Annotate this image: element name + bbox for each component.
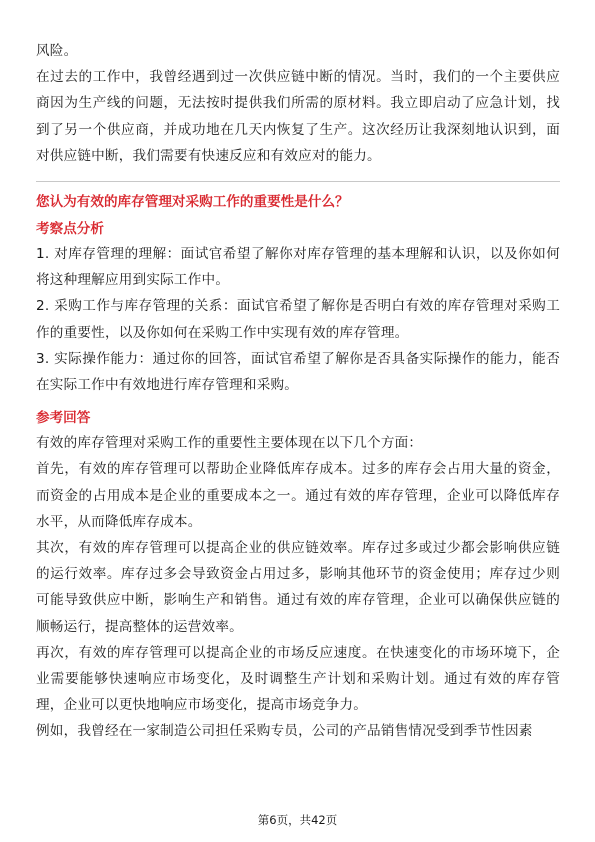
- answer-paragraph-2: 首先，有效的库存管理可以帮助企业降低库存成本。过多的库存会占用大量的资金，而资金的占用成本是企业的重要成本之一。通过有效的库存管理，企业可以降低库存水平，从而降低库存成本。: [36, 461, 560, 530]
- question-heading: 您认为有效的库存管理对采购工作的重要性是什么？: [36, 194, 349, 211]
- section-gap: [36, 398, 560, 406]
- analysis-title: 考察点分析: [36, 221, 104, 238]
- intro-paragraph-1: 风险。: [36, 43, 78, 59]
- answer-title: 参考回答: [36, 410, 91, 427]
- document-body: [36, 38, 560, 745]
- page-number: 第6页，共42页: [257, 813, 338, 827]
- answer-paragraph-3: 其次，有效的库存管理可以提高企业的供应链效率。库存过多或过少都会影响供应链的运行效率。库存过多会导致资金占用过多，影响其他环节的资金使用；库存过少则可能导致供应中断，影响生产和销售。通过有效的库存管理，企业可以确保供应链的顺畅运行，提高整体的运营效率。: [36, 540, 560, 635]
- answer-paragraph-1: 有效的库存管理对采购工作的重要性主要体现在以下几个方面：: [36, 435, 423, 452]
- answer-paragraph-5: 例如，我曾经在一家制造公司担任采购专员，公司的产品销售情况受到季节性因素: [36, 723, 533, 740]
- answer-paragraph-4: 再次，有效的库存管理可以提高企业的市场反应速度。在快速变化的市场环境下，企业需要能够快速响应市场变化，及时调整生产计划和采购计划。通过有效的库存管理，企业可以更快地响应市场变化，提高市场竞争力。: [36, 644, 560, 714]
- section-divider: [36, 181, 560, 182]
- analysis-item-3: 3. 实际操作能力：通过你的回答，面试官希望了解你是否具备实际操作的能力，能否在实际工作中有效地进行库存管理和采购。: [36, 350, 560, 394]
- analysis-item-2: 2. 采购工作与库存管理的关系：面试官希望了解你是否明白有效的库存管理对采购工作的重要性，以及你如何在采购工作中实现有效的库存管理。: [36, 298, 560, 341]
- intro-paragraph-2: 在过去的工作中，我曾经遇到过一次供应链中断的情况。当时，我们的一个主要供应商因为生产线的问题，无法按时提供我们所需的原材料。我立即启动了应急计划，找到了另一个供应商，并成功地在几天内恢复了生产。这次经历让我深刻地认识到，面对供应链中断，我们需要有快速反应和有效应对的能力。: [36, 69, 560, 164]
- analysis-item-1: 1. 对库存管理的理解：面试官希望了解你对库存管理的基本理解和认识，以及你如何将这种理解应用到实际工作中。: [36, 246, 560, 289]
